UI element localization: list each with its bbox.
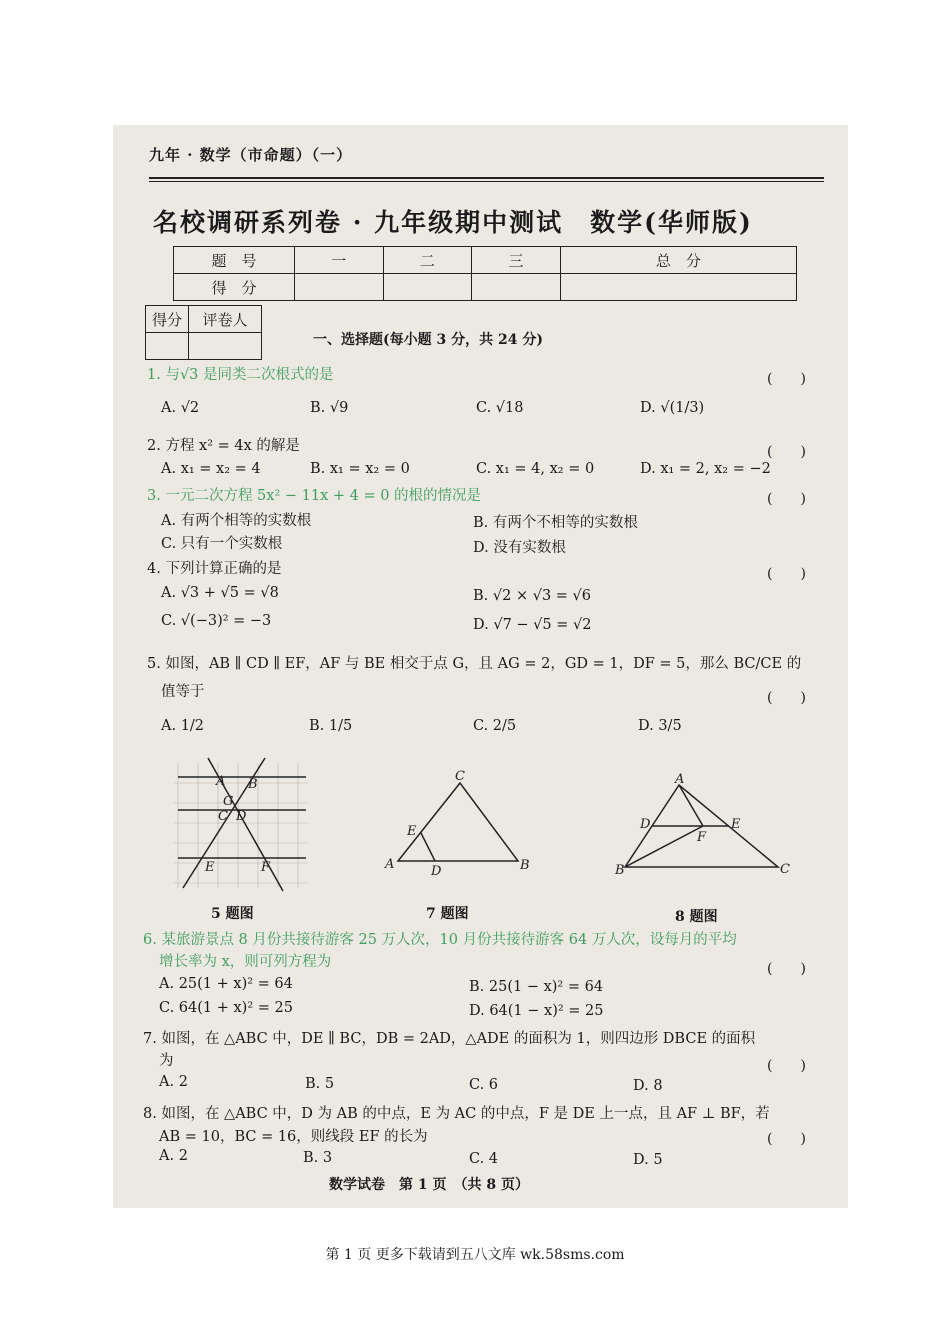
- page-footer: 数学试卷 第 1 页 （共 8 页）: [329, 1177, 529, 1193]
- option-d: D. 5: [633, 1152, 663, 1168]
- option-b: B. 3: [303, 1150, 333, 1166]
- point-label-d: D: [236, 809, 247, 824]
- point-label-c: C: [455, 769, 465, 784]
- answer-bracket: ( ): [767, 1131, 806, 1147]
- option-c: C. 64(1 + x)² = 25: [159, 1000, 293, 1016]
- score-table: [173, 246, 797, 301]
- grader-cell: [189, 333, 262, 360]
- point-label-a: A: [385, 857, 395, 872]
- answer-bracket: ( ): [767, 690, 806, 706]
- option-b: B. √2 × √3 = √6: [473, 588, 592, 604]
- score-cell: 题 号: [174, 247, 295, 274]
- option-a: A. 25(1 + x)² = 64: [159, 976, 293, 992]
- point-label-b: B: [520, 858, 530, 873]
- question-stem: 1. 与√3 是同类二次根式的是: [147, 367, 334, 383]
- point-label-b: B: [248, 777, 258, 792]
- option-b: B. x₁ = x₂ = 0: [310, 461, 410, 477]
- option-c: C. x₁ = 4, x₂ = 0: [476, 461, 595, 477]
- question-stem-cont: 值等于: [161, 684, 205, 700]
- point-label-g: G: [223, 794, 234, 809]
- option-d: D. 3/5: [638, 718, 682, 734]
- score-cell: 二: [383, 247, 472, 274]
- point-label-b: B: [615, 863, 625, 878]
- header-rule: [149, 177, 824, 179]
- option-b: B. 25(1 − x)² = 64: [469, 979, 604, 995]
- option-b: B. 有两个不相等的实数根: [473, 515, 638, 531]
- answer-bracket: ( ): [767, 961, 806, 977]
- option-b: B. 1/5: [309, 718, 353, 734]
- question-stem-cont: 增长率为 x，则可列方程为: [159, 954, 332, 970]
- score-cell: 总 分: [560, 247, 796, 274]
- figure-7: [383, 765, 533, 885]
- question-stem: 4. 下列计算正确的是: [147, 561, 282, 577]
- question-stem: 2. 方程 x² = 4x 的解是: [147, 438, 300, 454]
- figure-7-caption: 7 题图: [426, 906, 469, 922]
- figure-5-caption: 5 题图: [211, 906, 254, 922]
- option-c: C. 只有一个实数根: [161, 536, 283, 552]
- question-stem-cont: AB = 10，BC = 16，则线段 EF 的长为: [159, 1129, 428, 1145]
- question-stem: 3. 一元二次方程 5x² − 11x + 4 = 0 的根的情况是: [147, 488, 482, 504]
- option-a: A. 2: [159, 1148, 188, 1164]
- exam-paper: [113, 125, 848, 1208]
- option-d: D. √(1/3): [640, 400, 705, 416]
- header-rule-thin: [149, 181, 824, 182]
- score-cell: [383, 274, 472, 301]
- option-a: A. x₁ = x₂ = 4: [161, 461, 261, 477]
- option-c: C. √(−3)² = −3: [161, 613, 272, 629]
- grader-name-label: 评卷人: [189, 306, 262, 333]
- score-cell: [560, 274, 796, 301]
- question-stem: 6. 某旅游景点 8 月份共接待游客 25 万人次，10 月份共接待游客 64 万人次，设每月的平均: [143, 932, 737, 948]
- answer-bracket: ( ): [767, 1058, 806, 1074]
- point-label-e: E: [731, 817, 741, 832]
- option-c: C. √18: [476, 400, 524, 416]
- option-c: C. 2/5: [473, 718, 517, 734]
- section-heading: 一、选择题(每小题 3 分，共 24 分): [313, 332, 543, 348]
- answer-bracket: ( ): [767, 491, 806, 507]
- question-stem: 5. 如图，AB ∥ CD ∥ EF，AF 与 BE 相交于点 G，且 AG = 2，GD = 1，DF = 5，那么 BC/CE 的: [147, 656, 802, 672]
- option-d: D. 没有实数根: [473, 540, 566, 556]
- point-label-f: F: [261, 860, 271, 875]
- option-a: A. √2: [161, 400, 200, 416]
- question-stem: 8. 如图，在 △ABC 中，D 为 AB 的中点，E 为 AC 的中点，F 是 DE 上一点，且 AF ⊥ BF，若: [143, 1106, 770, 1122]
- score-cell: [295, 274, 384, 301]
- grader-table: [145, 305, 262, 360]
- figure-8: [613, 773, 798, 888]
- grader-score-label: 得分: [146, 306, 189, 333]
- option-a: A. √3 + √5 = √8: [161, 585, 279, 601]
- point-label-e: E: [407, 824, 417, 839]
- question-stem: 7. 如图，在 △ABC 中，DE ∥ BC，DB = 2AD，△ADE 的面积为 1，则四边形 DBCE 的面积: [143, 1031, 756, 1047]
- answer-bracket: ( ): [767, 371, 806, 387]
- score-cell: 一: [295, 247, 384, 274]
- point-label-f: F: [697, 830, 707, 845]
- option-c: C. 6: [469, 1077, 499, 1093]
- download-footer: 第 1 页 更多下载请到五八文库 wk.58sms.com: [325, 1247, 625, 1263]
- point-label-a: A: [675, 773, 685, 787]
- score-cell: 得 分: [174, 274, 295, 301]
- option-d: D. 64(1 − x)² = 25: [469, 1003, 604, 1019]
- option-b: B. √9: [310, 400, 349, 416]
- option-a: A. 有两个相等的实数根: [161, 513, 312, 529]
- option-c: C. 4: [469, 1151, 499, 1167]
- option-d: D. x₁ = 2, x₂ = −2: [640, 461, 771, 477]
- point-label-d: D: [640, 817, 651, 832]
- option-a: A. 2: [159, 1074, 188, 1090]
- figure-5: [173, 753, 313, 893]
- point-label-c: C: [218, 809, 228, 824]
- score-cell: [472, 274, 561, 301]
- option-a: A. 1/2: [161, 718, 205, 734]
- figure-8-caption: 8 题图: [675, 909, 718, 925]
- point-label-d: D: [431, 864, 442, 879]
- answer-bracket: ( ): [767, 566, 806, 582]
- option-b: B. 5: [305, 1076, 335, 1092]
- option-d: D. 8: [633, 1078, 663, 1094]
- point-label-e: E: [205, 860, 215, 875]
- series-header: 九年 · 数学（市命题）（一）: [149, 146, 353, 164]
- question-stem-cont: 为: [159, 1053, 174, 1069]
- point-label-a: A: [216, 774, 226, 789]
- score-cell: 三: [472, 247, 561, 274]
- point-label-c: C: [780, 862, 790, 877]
- answer-bracket: ( ): [767, 444, 806, 460]
- option-d: D. √7 − √5 = √2: [473, 617, 592, 633]
- exam-title: 名校调研系列卷 · 九年级期中测试 数学(华师版): [153, 208, 753, 237]
- grader-cell: [146, 333, 189, 360]
